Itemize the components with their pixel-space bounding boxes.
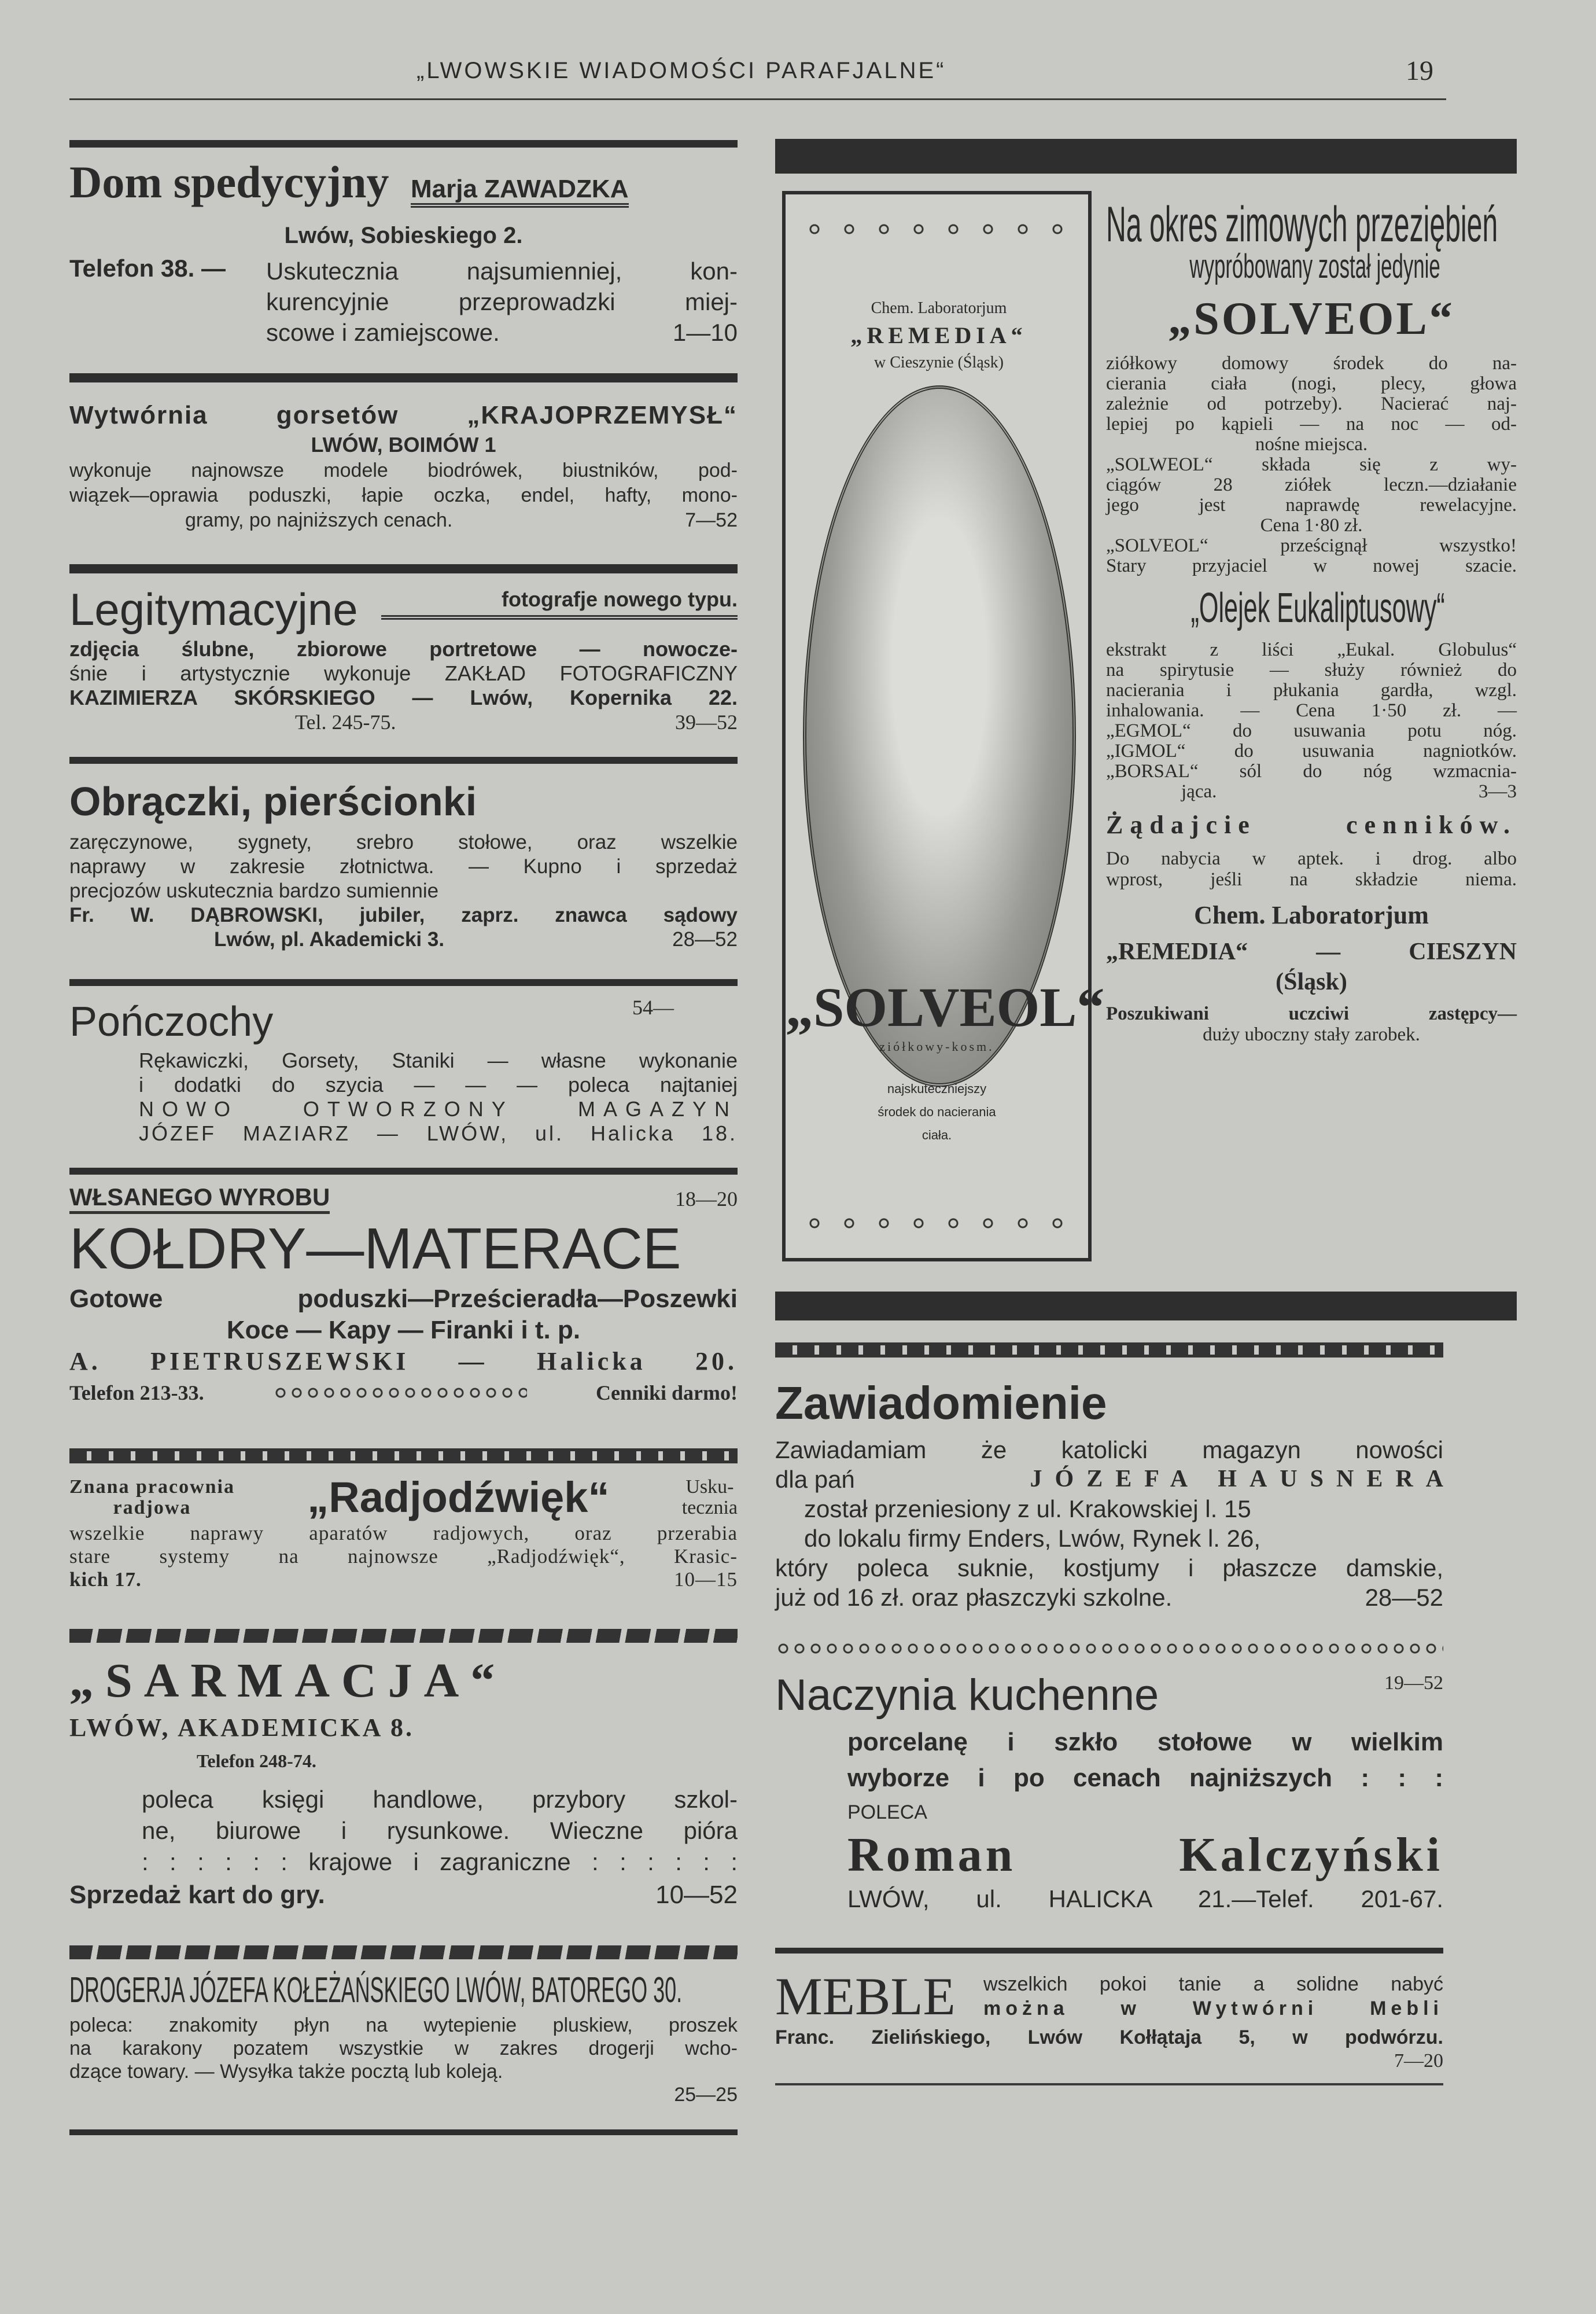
ad-text-line: scowe i zamiejscowe. xyxy=(266,319,500,346)
ad-text-line: gramy, po najniższych cenach. xyxy=(185,509,453,531)
ad-prices: Cenniki darmo! xyxy=(595,1381,738,1404)
ad-label: WŁSANEGO WYROBU xyxy=(69,1183,330,1214)
ad-phone: Telefon 38. — xyxy=(69,255,226,282)
ad-text-line: nacierania i płukania gardła, wzgl. xyxy=(1106,680,1517,701)
ad-subtitle: fotografje nowego typu. xyxy=(381,587,738,620)
chain-ornament xyxy=(775,1642,1443,1655)
ad-title: „SARMACJA“ xyxy=(69,1654,507,1708)
ad-code: 19—52 xyxy=(1384,1672,1443,1694)
ad-text-line: cierania ciała (nogi, plecy, głowa xyxy=(1106,373,1517,394)
ad-text: Sprzedaż kart do gry. xyxy=(69,1881,325,1909)
ad-headline: Na okres zimowych przeziębień xyxy=(1106,197,1498,252)
ad-text-line: wyborze i po cenach najniższych : : : xyxy=(847,1764,1443,1792)
ad-text-line: „IGMOL“ do usuwania nagniotków. xyxy=(1106,741,1517,761)
ad-text: dla pań xyxy=(775,1466,855,1493)
ornamental-divider xyxy=(69,1448,738,1463)
ad-text-line: inhalowania. — Cena 1·50 zł. — xyxy=(1106,700,1517,721)
ad-text-line: nośne miejsca. xyxy=(1255,434,1368,455)
ad-drogerja xyxy=(69,1967,738,2106)
label-text: środek do nacierania xyxy=(878,1105,996,1119)
ad-phone: Telefon 248-74. xyxy=(197,1750,316,1771)
ad-code: 39—52 xyxy=(675,711,738,734)
ad-phone: Telefon 213-33. xyxy=(69,1381,204,1404)
label-text: Chem. Laboratorjum xyxy=(871,299,1007,317)
ad-text-line: wprost, jeśli na składzie niema. xyxy=(1106,869,1517,890)
scroll-ornament xyxy=(797,212,1077,247)
ad-text-line: Stary przyjaciel w nowej szacie. xyxy=(1106,555,1517,576)
divider-bar xyxy=(775,1292,1517,1320)
ad-code: 1—10 xyxy=(672,319,738,346)
ad-address: kich 17. xyxy=(69,1568,142,1591)
ad-address: LWÓW, ul. HALICKA 21.—Telef. 201-67. xyxy=(847,1885,1443,1912)
divider-bar xyxy=(69,2129,738,2135)
ad-text: Usku- xyxy=(685,1476,734,1498)
ad-address: Lwów, Sobieskiego 2. xyxy=(284,223,523,248)
ad-address: LWÓW, BOIMÓW 1 xyxy=(311,433,496,457)
ad-krajoprzemysl xyxy=(69,399,738,533)
header-rule xyxy=(69,98,1446,100)
ad-title: Legitymacyjne xyxy=(69,584,358,635)
chain-ornament xyxy=(272,1386,527,1399)
ad-text-line: jąca. xyxy=(1181,781,1217,802)
ad-text-line: zdjęcia ślubne, zbiorowe portretowe — nowocze- xyxy=(69,637,738,661)
ad-text-line: KAZIMIERZA SKÓRSKIEGO — Lwów, Kopernika 22. xyxy=(69,686,738,709)
ad-text-line: „BORSAL“ sól do nóg wzmacnia- xyxy=(1106,761,1517,782)
ad-text: POLECA xyxy=(847,1801,927,1823)
ad-text-line: ne, biurowe i rysunkowe. Wieczne pióra xyxy=(142,1817,738,1844)
ad-text-line: Franc. Zielińskiego, Lwów Kołłątaja 5, w podwórzu. xyxy=(775,2026,1443,2048)
ad-code: 18—20 xyxy=(675,1187,738,1211)
ad-text-line: ziółkowy domowy środek do na- xyxy=(1106,353,1517,374)
label-text: ziółkowy-kosm. xyxy=(879,1039,994,1054)
ad-text-line: Uskutecznia najsumienniej, kon- xyxy=(266,257,738,285)
ad-code: 7—20 xyxy=(1394,2050,1443,2072)
ad-title: Naczynia kuchenne xyxy=(775,1671,1159,1720)
ad-text-line: zależnie od potrzeby). Nacierać naj- xyxy=(1106,393,1517,414)
ad-name: JÓZEFA HAUSNERA xyxy=(1030,1466,1456,1492)
label-text: ciała. xyxy=(922,1128,952,1142)
scroll-ornament xyxy=(797,1206,1077,1241)
ad-title: Zawiadomienie xyxy=(775,1377,1107,1429)
divider-bar xyxy=(69,1168,738,1175)
ad-code: 10—15 xyxy=(674,1568,738,1591)
ad-text-line: Gotowe poduszki—Prześcieradła—Poszewki xyxy=(69,1285,738,1313)
ad-text-line: JÓZEF MAZIARZ — LWÓW, ul. Halicka 18. xyxy=(139,1121,738,1145)
ad-title: „SOLVEOL“ xyxy=(1168,293,1455,344)
ad-region: (Śląsk) xyxy=(1276,969,1347,995)
ad-phone: Tel. 245-75. xyxy=(295,711,396,734)
ornamental-divider xyxy=(775,1342,1443,1358)
ad-text-line: Koce — Kapy — Firanki i t. p. xyxy=(226,1316,581,1344)
ad-owner: Marja ZAWADZKA xyxy=(411,175,628,208)
divider-bar xyxy=(69,564,738,573)
ad-title: Obrączki, pierścionki xyxy=(69,779,477,824)
ad-text-line: „SOLVEOL“ prześcignął wszystko! xyxy=(1106,535,1517,556)
divider-bar xyxy=(69,140,738,148)
ad-text-line: śnie i artystycznie wykonuje ZAKŁAD FOTOGRAFICZNY xyxy=(69,661,738,685)
ad-text-line: Zawiadamiam że katolicki magazyn nowości xyxy=(775,1436,1443,1463)
ad-subtitle: „Olejek Eukaliptusowy“ xyxy=(1190,585,1445,631)
ad-text-line: i dodatki do szycia — — — poleca najtaniej xyxy=(139,1073,738,1097)
ad-callout: Żądajcie cenników. xyxy=(1106,811,1517,839)
ad-price: Cena 1·80 zł. xyxy=(1260,515,1363,536)
divider-bar xyxy=(69,979,738,986)
ad-text-line: ekstrakt z liści „Eukal. Globulus“ xyxy=(1106,639,1517,660)
ad-text-line: wykonuje najnowsze modele biodrówek, biustników, pod- xyxy=(69,459,738,481)
ad-text-line: wiązek—oprawia poduszki, łapie oczka, endel, hafty, mono- xyxy=(69,484,738,506)
ad-text-line: wszelkich pokoi tanie a solidne nabyć xyxy=(983,1973,1443,1995)
ad-text-line: „EGMOL“ do usuwania potu nóg. xyxy=(1106,720,1517,741)
ad-text-line: stare systemy na najnowsze „Radjodźwięk“, Krasic- xyxy=(69,1545,738,1568)
divider-bar xyxy=(775,139,1517,174)
ad-text-line: Fr. W. DĄBROWSKI, jubiler, zaprz. znawca sądowy xyxy=(69,904,738,926)
ad-text-line: wszelkie naprawy aparatów radjowych, oraz przerabia xyxy=(69,1522,738,1544)
ad-headline: wypróbowany został jedynie xyxy=(1189,248,1440,285)
ad-title: DROGERJA JÓZEFA KOŁEŻAŃSKIEGO LWÓW, BATOREGO 30. xyxy=(69,1970,683,2010)
ad-text-line: już od 16 zł. oraz płaszczyki szkolne. xyxy=(775,1584,1173,1611)
ad-meble xyxy=(775,1967,1443,2073)
ad-obraczki xyxy=(69,772,738,952)
ad-text-line: A. PIETRUSZEWSKI — Halicka 20. xyxy=(69,1347,738,1375)
ad-text: tecznia xyxy=(681,1496,738,1518)
divider-bar xyxy=(775,1948,1443,1954)
running-header xyxy=(416,58,1446,84)
publication-title: „LWOWSKIE WIADOMOŚCI PARAFJALNE“ xyxy=(416,58,946,83)
ad-code: 10—52 xyxy=(655,1881,738,1909)
ad-text-line: który poleca suknie, kostjumy i płaszcze damskie, xyxy=(775,1554,1443,1581)
ad-text-line: kurencyjnie przeprowadzki miej- xyxy=(266,288,738,315)
ad-code: 28—52 xyxy=(1365,1584,1443,1611)
ad-title: MEBLE xyxy=(775,1967,956,2026)
ornamental-divider xyxy=(69,1629,738,1643)
ad-text-line: NOWO OTWORZONY MAGAZYN xyxy=(139,1097,738,1121)
ad-zawiadomienie xyxy=(775,1371,1456,1612)
ad-title: „Radjodźwięk“ xyxy=(307,1473,610,1521)
ad-text-line: do lokalu firmy Enders, Lwów, Rynek l. 26, xyxy=(804,1525,1261,1552)
ad-naczynia xyxy=(775,1666,1443,1916)
ad-sarmacja xyxy=(69,1652,738,1912)
ad-text-line: jego jest naprawdę rewelacyjne. xyxy=(1106,495,1517,516)
ad-text-line: zaręczynowe, sygnety, srebro stołowe, oraz wszelkie xyxy=(69,831,738,854)
ad-text-line: duży uboczny stały zarobek. xyxy=(1203,1024,1420,1045)
ad-code: 7—52 xyxy=(685,509,738,531)
ad-legitymacyjne xyxy=(69,582,738,734)
ad-text-line: poleca księgi handlowe, przybory szkol- xyxy=(142,1786,738,1813)
ad-ponczochy xyxy=(69,995,738,1146)
ad-text-line: : : : : : : krajowe i zagraniczne : : : : : : xyxy=(142,1848,738,1875)
ad-text-line: dzące towary. — Wysyłka także pocztą lub koleją. xyxy=(69,2061,503,2083)
ad-code: 54— xyxy=(632,996,674,1019)
label-brand: „REMEDIA“ xyxy=(850,322,1027,348)
solveol-illustration xyxy=(782,191,1105,1261)
ad-text-line: Rękawiczki, Gorsety, Staniki — własne wykonanie xyxy=(139,1049,738,1072)
ad-text-line: na spirytusie — służy również do xyxy=(1106,660,1517,680)
ad-name: Roman Kalczyński xyxy=(847,1828,1443,1882)
ad-text-line: Poszukiwani uczciwi zastępcy— xyxy=(1106,1003,1517,1024)
ad-title: Wytwórnia gorsetów „KRAJOPRZEMYSŁ“ xyxy=(69,401,738,429)
ad-text-line: poleca: znakomity płyn na wytepienie pluskiew, proszek xyxy=(69,2014,738,2036)
ad-text-line: naprawy w zakresie złotnictwa. — Kupno i sprzedaż xyxy=(69,855,738,878)
ad-radjodzwiek xyxy=(69,1473,738,1591)
ad-text-line: „SOLWEOL“ składa się z wy- xyxy=(1106,454,1517,475)
ad-code: 3—3 xyxy=(1479,781,1517,802)
ad-title: Pończochy xyxy=(69,999,274,1045)
ad-code: 28—52 xyxy=(672,928,738,951)
label-text: najskuteczniejszy xyxy=(887,1081,987,1096)
ad-code: 25—25 xyxy=(674,2084,738,2106)
ornamental-divider xyxy=(69,1945,738,1959)
ad-text: radjowa xyxy=(113,1496,191,1518)
ad-text-line: na karakony pozatem wszystkie w zakres drogerji wcho- xyxy=(69,2037,738,2059)
ad-text-line: lepiej po kąpieli — na noc — od- xyxy=(1106,414,1517,435)
ad-text: Znana pracownia xyxy=(69,1476,235,1498)
ad-koldry xyxy=(69,1183,738,1408)
ad-company: Chem. Laboratorjum xyxy=(1194,901,1429,929)
ad-title: KOŁDRY—MATERACE xyxy=(69,1216,681,1281)
ad-solveol xyxy=(1106,197,1517,1045)
ad-text-line: precjozów uskutecznia bardzo sumiennie xyxy=(69,880,439,902)
label-text: w Cieszynie (Śląsk) xyxy=(874,354,1004,371)
ad-dom-spedycyjny xyxy=(69,156,738,348)
ad-address: LWÓW, AKADEMICKA 8. xyxy=(69,1713,414,1742)
ad-company: „REMEDIA“ — CIESZYN xyxy=(1106,939,1517,965)
ad-text-line: został przeniesiony z ul. Krakowskiej l. 15 xyxy=(804,1495,1251,1522)
page-number: 19 xyxy=(1406,56,1433,86)
divider-bar xyxy=(69,373,738,382)
ad-text-line: Do nabycia w aptek. i drog. albo xyxy=(1106,848,1517,869)
ad-text-line: można w Wytwórni Mebli xyxy=(983,1997,1443,2019)
bottom-rule xyxy=(775,2083,1443,2085)
ad-text-line: ciągów 28 ziółek leczn.—działanie xyxy=(1106,474,1517,495)
ad-title: Dom spedycyjny xyxy=(69,157,389,207)
ad-address: Lwów, pl. Akademicki 3. xyxy=(214,928,445,951)
ad-text-line: porcelanę i szkło stołowe w wielkim xyxy=(847,1728,1443,1756)
label-product: „SOLVEOL“ xyxy=(786,976,1105,1038)
divider-bar xyxy=(69,757,738,764)
